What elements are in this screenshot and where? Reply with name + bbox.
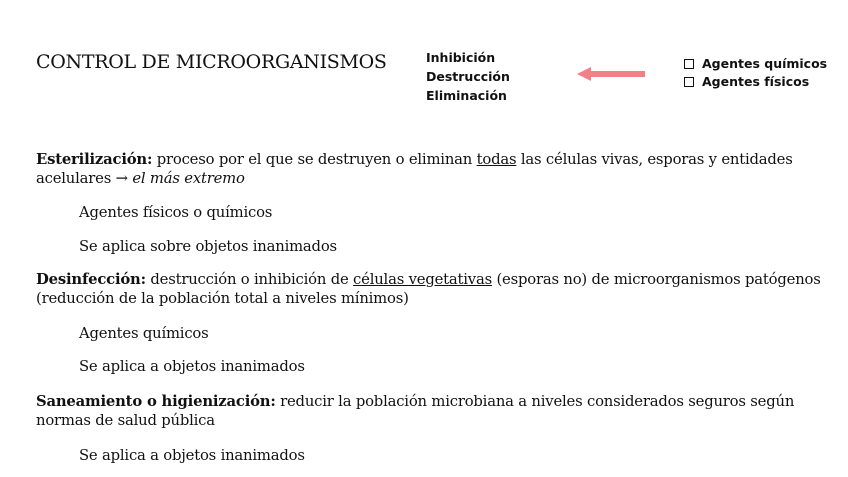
agent-label: Agentes químicos xyxy=(702,56,828,71)
definition-text: proceso por el que se destruyen o eliminan xyxy=(152,151,477,168)
agent-label: Agentes físicos xyxy=(702,74,810,89)
definition-text: las células vivas, esporas y entidades acelulares xyxy=(36,151,793,187)
right-arrow-icon: → xyxy=(115,170,128,187)
bullet-item: Se aplica a objetos inanimados xyxy=(79,358,305,375)
checkbox-icon xyxy=(684,77,694,87)
agents-list xyxy=(684,55,827,91)
bullet-item: Agentes químicos xyxy=(79,325,209,342)
bullet-item: Se aplica a objetos inanimados xyxy=(79,447,305,464)
emphasis-text: el más extremo xyxy=(127,170,245,187)
page-title: CONTROL DE MICROORGANISMOS xyxy=(36,51,387,73)
actions-list xyxy=(426,48,510,105)
term-label: Desinfección: xyxy=(36,271,146,288)
arrow-left-icon xyxy=(577,66,647,82)
underlined-text: células vegetativas xyxy=(353,271,492,288)
definition-text: (esporas no) de microorganismos patógenos (reducción de la población total a niveles mínimos) xyxy=(36,271,821,307)
desinfeccion-definition xyxy=(36,270,826,308)
term-label: Saneamiento o higienización: xyxy=(36,393,276,410)
action-item: Destrucción xyxy=(426,69,510,84)
esterilizacion-definition xyxy=(36,150,826,188)
checkbox-icon xyxy=(684,59,694,69)
bullet-item: Se aplica sobre objetos inanimados xyxy=(79,238,337,255)
action-item: Inhibición xyxy=(426,50,496,65)
saneamiento-definition xyxy=(36,392,826,430)
underlined-text: todas xyxy=(476,151,517,168)
bullet-item: Agentes físicos o químicos xyxy=(79,204,273,221)
definition-text: reducir la población microbiana a niveles considerados seguros según normas de salud pública xyxy=(36,393,795,429)
definition-text: destrucción o inhibición de xyxy=(145,271,354,288)
action-item: Eliminación xyxy=(426,88,507,103)
agent-item xyxy=(684,55,827,73)
term-label: Esterilización: xyxy=(36,151,153,168)
agent-item xyxy=(684,73,827,91)
